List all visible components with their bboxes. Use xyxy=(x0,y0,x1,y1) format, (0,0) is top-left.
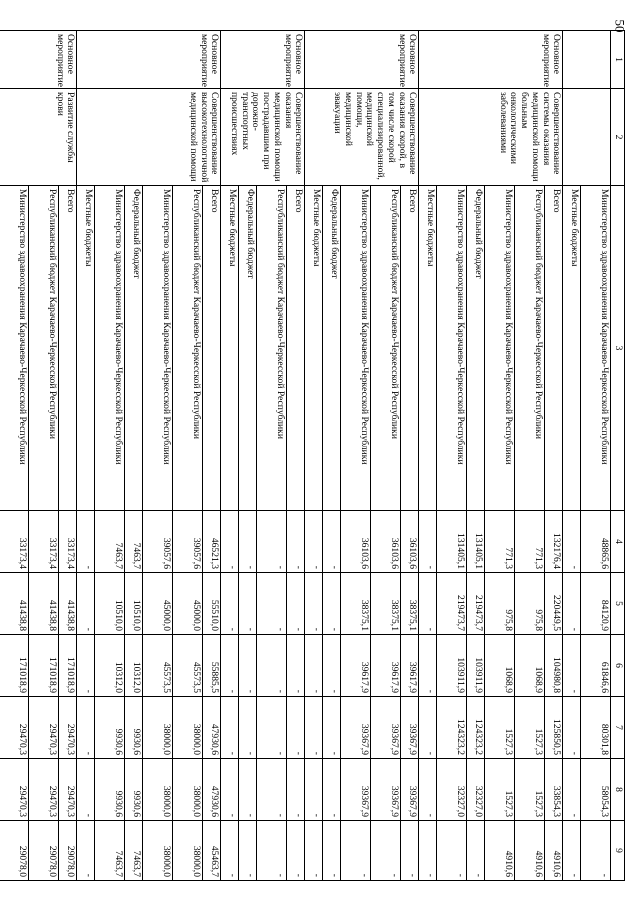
header-row xyxy=(611,31,625,881)
amount-cell: 171018,9 xyxy=(59,635,77,697)
amount-cell: 104980,8 xyxy=(545,635,563,697)
amount-cell: - xyxy=(581,821,611,881)
funding-source-cell: Федеральный бюджет xyxy=(239,186,257,511)
amount-cell: 29078,0 xyxy=(0,821,29,881)
amount-cell: 1068,9 xyxy=(485,635,515,697)
amount-cell: - xyxy=(77,697,95,759)
amount-cell: 131405,1 xyxy=(437,511,467,573)
column-header: 9 xyxy=(611,821,625,881)
amount-cell: - xyxy=(323,511,341,573)
amount-cell: 39367,9 xyxy=(341,697,371,759)
amount-cell: 132176,4 xyxy=(545,511,563,573)
amount-cell: - xyxy=(221,635,239,697)
amount-cell: 975,8 xyxy=(485,573,515,635)
funding-source-cell: Всего xyxy=(203,186,221,511)
amount-cell: 80301,8 xyxy=(581,697,611,759)
amount-cell: 58054,3 xyxy=(581,759,611,821)
amount-cell: 38375,1 xyxy=(401,573,419,635)
amount-cell: 1527,3 xyxy=(485,697,515,759)
table-row xyxy=(545,31,563,881)
amount-cell: 771,3 xyxy=(515,511,545,573)
amount-cell: 219473,7 xyxy=(437,573,467,635)
amount-cell: 41438,8 xyxy=(0,573,29,635)
amount-cell: 219473,7 xyxy=(467,573,485,635)
column-header: 7 xyxy=(611,697,625,759)
amount-cell: - xyxy=(239,821,257,881)
funding-source-cell: Республиканский бюджет Карачаево-Черкесской Республики xyxy=(173,186,203,511)
amount-cell: 4910,6 xyxy=(485,821,515,881)
amount-cell: - xyxy=(419,697,437,759)
amount-cell: 29078,0 xyxy=(59,821,77,881)
funding-source-cell: Республиканский бюджет Карачаево-Черкесской Республики xyxy=(371,186,401,511)
amount-cell: 39367,9 xyxy=(401,759,419,821)
funding-source-cell: Министерство здравоохранения Карачаево-Черкесской Республики xyxy=(437,186,467,511)
amount-cell: 39057,6 xyxy=(173,511,203,573)
amount-cell: 45000,0 xyxy=(143,573,173,635)
amount-cell: - xyxy=(305,511,323,573)
amount-cell: - xyxy=(419,635,437,697)
amount-cell: - xyxy=(257,511,287,573)
amount-cell: 38000,0 xyxy=(173,821,203,881)
amount-cell: 38375,1 xyxy=(371,573,401,635)
amount-cell: - xyxy=(437,821,467,881)
amount-cell: 29470,3 xyxy=(29,697,59,759)
amount-cell: 38000,0 xyxy=(143,821,173,881)
amount-cell: 41438,8 xyxy=(59,573,77,635)
column-header: 3 xyxy=(611,186,625,511)
measure-type-cell: Основное мероприятие xyxy=(305,31,419,89)
amount-cell: 38375,1 xyxy=(341,573,371,635)
amount-cell: - xyxy=(221,759,239,821)
table-row xyxy=(581,31,611,881)
table-row xyxy=(287,31,305,881)
amount-cell: - xyxy=(371,821,401,881)
amount-cell: 9930,6 xyxy=(95,759,125,821)
amount-cell: 125850,5 xyxy=(545,697,563,759)
amount-cell: 33173,4 xyxy=(59,511,77,573)
measure-type-cell: Основное мероприятие xyxy=(419,31,563,89)
table-row xyxy=(401,31,419,881)
amount-cell: - xyxy=(287,821,305,881)
amount-cell: 29470,3 xyxy=(29,759,59,821)
amount-cell: 10312,0 xyxy=(125,635,143,697)
amount-cell: 32327,0 xyxy=(467,759,485,821)
amount-cell: 29470,3 xyxy=(0,759,29,821)
amount-cell: - xyxy=(257,635,287,697)
amount-cell: - xyxy=(77,511,95,573)
amount-cell: - xyxy=(287,697,305,759)
amount-cell: - xyxy=(239,511,257,573)
amount-cell: - xyxy=(341,821,371,881)
amount-cell: - xyxy=(305,635,323,697)
amount-cell: 39617,9 xyxy=(341,635,371,697)
amount-cell: 7463,7 xyxy=(125,511,143,573)
funding-source-cell: Министерство здравоохранения Карачаево-Черкесской Республики xyxy=(0,186,29,511)
amount-cell: 48865,6 xyxy=(581,511,611,573)
amount-cell: - xyxy=(305,759,323,821)
amount-cell: 29470,3 xyxy=(0,697,29,759)
measure-name-cell: Совершенствование оказания медицинской помощи пострадавшим при дорожно-транспортных происшествиях xyxy=(221,89,305,186)
amount-cell: 124323,2 xyxy=(437,697,467,759)
amount-cell: - xyxy=(419,573,437,635)
amount-cell: 32327,0 xyxy=(437,759,467,821)
amount-cell: - xyxy=(221,573,239,635)
amount-cell: - xyxy=(287,511,305,573)
amount-cell: 29078,0 xyxy=(29,821,59,881)
amount-cell: 124323,2 xyxy=(467,697,485,759)
amount-cell: - xyxy=(401,821,419,881)
amount-cell: 29470,3 xyxy=(59,759,77,821)
funding-source-cell: Всего xyxy=(59,186,77,511)
amount-cell: - xyxy=(563,697,581,759)
amount-cell: - xyxy=(221,821,239,881)
amount-cell: 771,3 xyxy=(485,511,515,573)
amount-cell: 4910,6 xyxy=(515,821,545,881)
measure-name-cell xyxy=(563,89,611,186)
amount-cell: 45573,5 xyxy=(143,635,173,697)
measure-name-cell: Развитие службы крови xyxy=(0,89,77,186)
amount-cell: 1068,9 xyxy=(515,635,545,697)
amount-cell: 36103,6 xyxy=(401,511,419,573)
amount-cell: - xyxy=(257,821,287,881)
amount-cell: 7463,7 xyxy=(95,821,125,881)
amount-cell: 103911,9 xyxy=(467,635,485,697)
measure-type-cell: Основное мероприятие xyxy=(221,31,305,89)
amount-cell: 47930,6 xyxy=(203,759,221,821)
amount-cell: - xyxy=(563,573,581,635)
column-header: 4 xyxy=(611,511,625,573)
column-header: 1 xyxy=(611,31,625,89)
amount-cell: 33173,4 xyxy=(29,511,59,573)
funding-source-cell: Республиканский бюджет Карачаево-Черкесской Республики xyxy=(515,186,545,511)
amount-cell: 171018,9 xyxy=(0,635,29,697)
amount-cell: - xyxy=(419,511,437,573)
amount-cell: - xyxy=(563,635,581,697)
funding-source-cell: Местные бюджеты xyxy=(563,186,581,511)
amount-cell: 1527,3 xyxy=(485,759,515,821)
funding-source-cell: Министерство здравоохранения Карачаево-Черкесской Республики xyxy=(95,186,125,511)
funding-source-cell: Всего xyxy=(545,186,563,511)
amount-cell: 4910,6 xyxy=(545,821,563,881)
amount-cell: - xyxy=(257,573,287,635)
amount-cell: 39367,9 xyxy=(401,697,419,759)
funding-source-cell: Министерство здравоохранения Карачаево-Черкесской Республики xyxy=(485,186,515,511)
funding-source-cell: Местные бюджеты xyxy=(419,186,437,511)
funding-source-cell: Министерство здравоохранения Карачаево-Черкесской Республики xyxy=(341,186,371,511)
amount-cell: 9930,6 xyxy=(125,759,143,821)
amount-cell: 29470,3 xyxy=(59,697,77,759)
rotated-page xyxy=(17,30,625,880)
amount-cell: 45573,5 xyxy=(173,635,203,697)
amount-cell: 45463,7 xyxy=(203,821,221,881)
amount-cell: - xyxy=(239,697,257,759)
amount-cell: 38000,0 xyxy=(143,697,173,759)
amount-cell: - xyxy=(77,821,95,881)
amount-cell: - xyxy=(467,821,485,881)
amount-cell: - xyxy=(563,759,581,821)
amount-cell: 10312,0 xyxy=(95,635,125,697)
amount-cell: 1527,3 xyxy=(515,759,545,821)
amount-cell: - xyxy=(563,511,581,573)
amount-cell: 103911,9 xyxy=(437,635,467,697)
amount-cell: - xyxy=(221,697,239,759)
amount-cell: - xyxy=(257,759,287,821)
amount-cell: - xyxy=(77,635,95,697)
column-header: 2 xyxy=(611,89,625,186)
amount-cell: - xyxy=(77,759,95,821)
amount-cell: 33854,3 xyxy=(545,759,563,821)
funding-source-cell: Республиканский бюджет Карачаево-Черкесской Республики xyxy=(29,186,59,511)
amount-cell: 84120,9 xyxy=(581,573,611,635)
amount-cell: 9930,6 xyxy=(125,697,143,759)
amount-cell: 7463,7 xyxy=(125,821,143,881)
amount-cell: 10510,0 xyxy=(125,573,143,635)
measure-name-cell: Совершенствование системы оказания медицинской помощи больным онкологическими заболеваниями xyxy=(419,89,563,186)
measure-type-cell xyxy=(563,31,611,89)
amount-cell: 39617,9 xyxy=(371,635,401,697)
amount-cell: 47930,6 xyxy=(203,697,221,759)
amount-cell: 1527,3 xyxy=(515,697,545,759)
amount-cell: - xyxy=(419,821,437,881)
amount-cell: 46521,3 xyxy=(203,511,221,573)
amount-cell: 39057,6 xyxy=(143,511,173,573)
funding-source-cell: Всего xyxy=(401,186,419,511)
funding-source-cell: Всего xyxy=(287,186,305,511)
funding-source-cell: Местные бюджеты xyxy=(305,186,323,511)
funding-source-cell: Министерство здравоохранения Карачаево-Черкесской Республики xyxy=(143,186,173,511)
amount-cell: 9930,6 xyxy=(95,697,125,759)
amount-cell: - xyxy=(287,635,305,697)
amount-cell: 38000,0 xyxy=(143,759,173,821)
amount-cell: 10510,0 xyxy=(95,573,125,635)
amount-cell: 39367,9 xyxy=(371,759,401,821)
budget-table xyxy=(0,30,625,881)
amount-cell: - xyxy=(239,635,257,697)
amount-cell: - xyxy=(563,821,581,881)
amount-cell: 38000,0 xyxy=(173,697,203,759)
amount-cell: 55885,5 xyxy=(203,635,221,697)
amount-cell: 33173,4 xyxy=(0,511,29,573)
funding-source-cell: Республиканский бюджет Карачаево-Черкесской Республики xyxy=(257,186,287,511)
measure-type-cell: Основное мероприятие xyxy=(0,31,77,89)
table-row xyxy=(59,31,77,881)
amount-cell: 975,8 xyxy=(515,573,545,635)
amount-cell: - xyxy=(287,573,305,635)
measure-name-cell: Совершенствование высокотехнологичной медицинской помощи xyxy=(77,89,221,186)
amount-cell: - xyxy=(239,759,257,821)
amount-cell: - xyxy=(305,573,323,635)
amount-cell: - xyxy=(323,573,341,635)
amount-cell: - xyxy=(287,759,305,821)
table-row xyxy=(203,31,221,881)
amount-cell: - xyxy=(323,821,341,881)
amount-cell: - xyxy=(305,697,323,759)
amount-cell: 36103,6 xyxy=(341,511,371,573)
amount-cell: - xyxy=(323,759,341,821)
funding-source-cell: Местные бюджеты xyxy=(77,186,95,511)
amount-cell: 220449,5 xyxy=(545,573,563,635)
amount-cell: 39617,9 xyxy=(401,635,419,697)
measure-type-cell: Основное мероприятие xyxy=(77,31,221,89)
amount-cell: 38000,0 xyxy=(173,759,203,821)
amount-cell: 171018,9 xyxy=(29,635,59,697)
amount-cell: - xyxy=(77,573,95,635)
amount-cell: - xyxy=(419,759,437,821)
funding-source-cell: Местные бюджеты xyxy=(221,186,239,511)
column-header: 5 xyxy=(611,573,625,635)
amount-cell: 131405,1 xyxy=(467,511,485,573)
page-number: 50 xyxy=(612,19,628,33)
amount-cell: 39367,9 xyxy=(371,697,401,759)
funding-source-cell: Федеральный бюджет xyxy=(467,186,485,511)
funding-source-cell: Министерство здравоохранения Карачаево-Черкесской Республики xyxy=(581,186,611,511)
amount-cell: 36103,6 xyxy=(371,511,401,573)
funding-source-cell: Федеральный бюджет xyxy=(125,186,143,511)
amount-cell: - xyxy=(239,573,257,635)
amount-cell: - xyxy=(257,697,287,759)
amount-cell: - xyxy=(221,511,239,573)
amount-cell: 55510,0 xyxy=(203,573,221,635)
amount-cell: - xyxy=(323,635,341,697)
amount-cell: - xyxy=(323,697,341,759)
amount-cell: 39367,9 xyxy=(341,759,371,821)
amount-cell: 61846,6 xyxy=(581,635,611,697)
column-header: 6 xyxy=(611,635,625,697)
amount-cell: 41438,8 xyxy=(29,573,59,635)
table-body xyxy=(0,31,611,881)
amount-cell: 7463,7 xyxy=(95,511,125,573)
measure-name-cell: Совершенствование оказания скорой, в том числе скорой специализированной, медицинской помощи, медицинской эвакуации xyxy=(305,89,419,186)
funding-source-cell: Федеральный бюджет xyxy=(323,186,341,511)
column-header: 8 xyxy=(611,759,625,821)
amount-cell: 45000,0 xyxy=(173,573,203,635)
amount-cell: - xyxy=(305,821,323,881)
